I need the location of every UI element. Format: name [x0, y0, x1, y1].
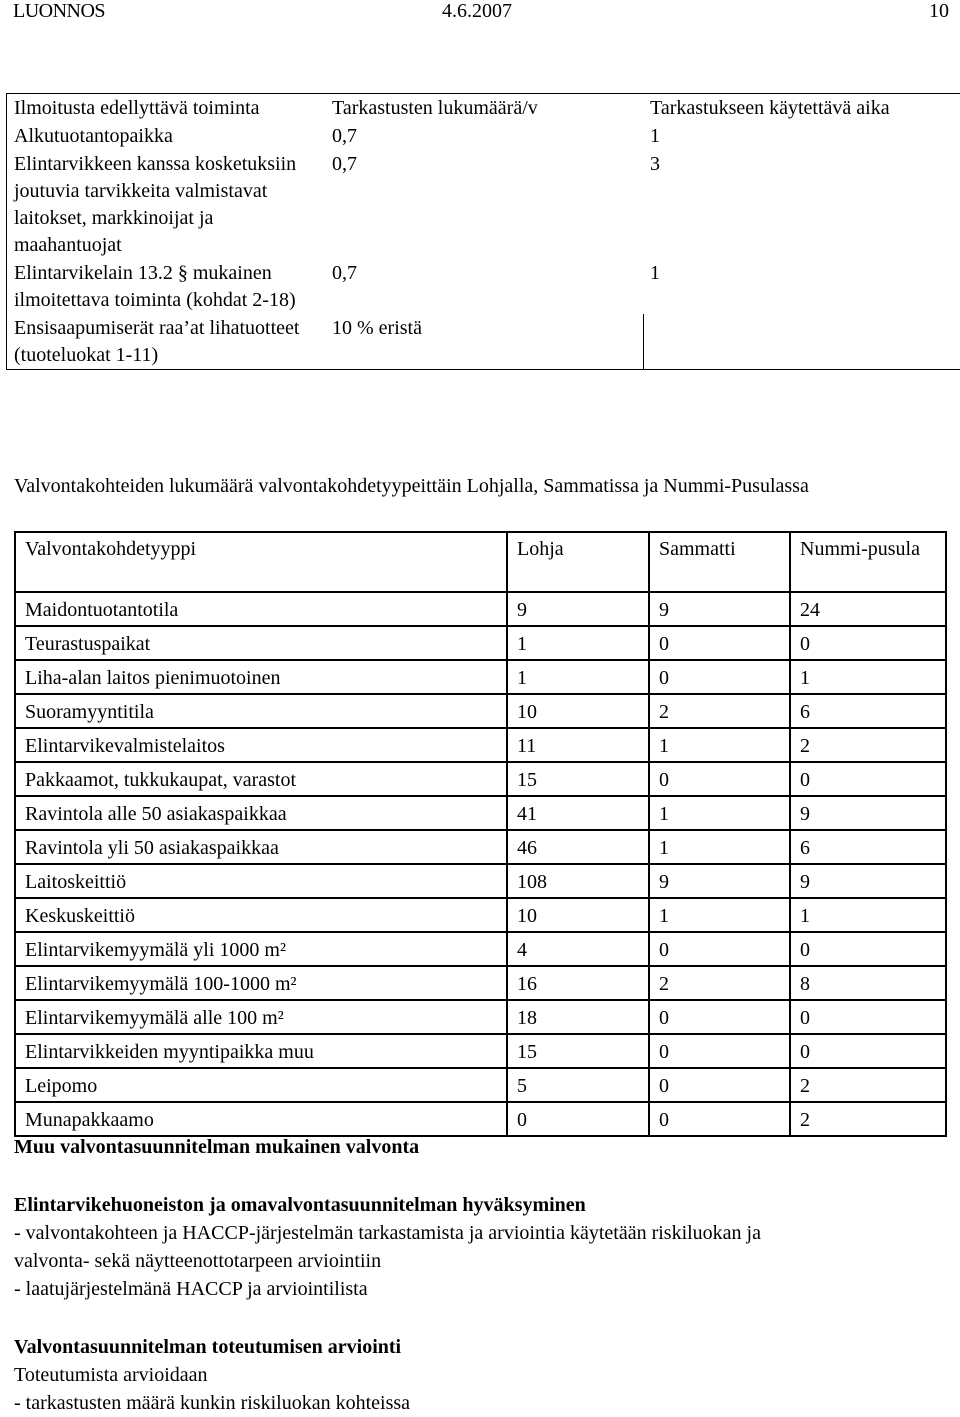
table-row	[15, 1068, 946, 1102]
activity-cell: Alkutuotantopaikka	[7, 122, 326, 150]
table-row	[15, 762, 946, 796]
sammatti-count-cell: 0	[649, 1000, 790, 1034]
column-header: Tarkastukseen käytettävä aika	[643, 94, 960, 123]
count-cell: 0,7	[325, 122, 643, 150]
sammatti-count-cell: 0	[649, 660, 790, 694]
table-row	[7, 122, 960, 150]
evaluation-text-line: Toteutumista arvioidaan	[14, 1361, 208, 1389]
page-header	[0, 0, 960, 24]
nummi-pusula-count-cell: 8	[790, 966, 946, 1000]
approval-text-line: valvonta- sekä näytteenottotarpeen arviointiin	[14, 1247, 381, 1275]
sammatti-count-cell: 9	[649, 592, 790, 626]
facility-type-cell: Elintarvikemyymälä yli 1000 m²	[15, 932, 507, 966]
table-row	[15, 626, 946, 660]
lohja-count-cell: 1	[507, 660, 649, 694]
table-row	[7, 314, 960, 370]
lohja-count-cell: 16	[507, 966, 649, 1000]
lohja-count-cell: 9	[507, 592, 649, 626]
table-row	[15, 1000, 946, 1034]
column-header: Tarkastusten lukumäärä/v	[325, 94, 643, 123]
nummi-pusula-count-cell: 1	[790, 660, 946, 694]
facility-type-cell: Ravintola alle 50 asiakaspaikkaa	[15, 796, 507, 830]
facility-type-cell: Teurastuspaikat	[15, 626, 507, 660]
lohja-count-cell: 4	[507, 932, 649, 966]
document-date: 4.6.2007	[442, 0, 512, 22]
sammatti-count-cell: 0	[649, 626, 790, 660]
sammatti-count-cell: 1	[649, 898, 790, 932]
nummi-pusula-count-cell: 1	[790, 898, 946, 932]
facility-table-body	[15, 532, 946, 1136]
draft-label: LUONNOS	[13, 0, 105, 22]
lohja-count-cell: 108	[507, 864, 649, 898]
activity-cell: Elintarvikelain 13.2 § mukainen ilmoitettava toiminta (kohdat 2-18)	[7, 259, 326, 314]
lohja-count-cell: 46	[507, 830, 649, 864]
table-row	[15, 1034, 946, 1068]
lohja-count-cell: 18	[507, 1000, 649, 1034]
section-title-other-control: Muu valvontasuunnitelman mukainen valvonta	[14, 1133, 419, 1161]
section-title-approval: Elintarvikehuoneiston ja omavalvontasuunnitelman hyväksyminen	[14, 1191, 586, 1219]
table-header-row	[7, 94, 960, 123]
time-cell: 1	[643, 122, 960, 150]
lohja-count-cell: 15	[507, 762, 649, 796]
sammatti-count-cell: 0	[649, 1102, 790, 1136]
column-header: Lohja	[507, 532, 649, 592]
nummi-pusula-count-cell: 9	[790, 864, 946, 898]
facility-type-cell: Leipomo	[15, 1068, 507, 1102]
lohja-count-cell: 15	[507, 1034, 649, 1068]
nummi-pusula-count-cell: 24	[790, 592, 946, 626]
table-row	[7, 150, 960, 259]
section-title-evaluation: Valvontasuunnitelman toteutumisen arviointi	[14, 1333, 401, 1361]
table-header-row	[15, 532, 946, 592]
nummi-pusula-count-cell: 6	[790, 694, 946, 728]
lohja-count-cell: 0	[507, 1102, 649, 1136]
sammatti-count-cell: 0	[649, 932, 790, 966]
table-row	[15, 932, 946, 966]
facility-type-cell: Liha-alan laitos pienimuotoinen	[15, 660, 507, 694]
facility-count-table	[14, 531, 947, 1137]
nummi-pusula-count-cell: 0	[790, 1034, 946, 1068]
lohja-count-cell: 41	[507, 796, 649, 830]
table-row	[15, 830, 946, 864]
table-row	[15, 864, 946, 898]
column-header: Nummi-pusula	[790, 532, 946, 592]
count-cell: 0,7	[325, 259, 643, 314]
facility-type-cell: Ravintola yli 50 asiakaspaikkaa	[15, 830, 507, 864]
sammatti-count-cell: 2	[649, 966, 790, 1000]
nummi-pusula-count-cell: 2	[790, 1068, 946, 1102]
column-header: Ilmoitusta edellyttävä toiminta	[7, 94, 326, 123]
activity-cell: Ensisaapumiserät raa’at lihatuotteet (tuoteluokat 1-11)	[7, 314, 326, 370]
facility-type-cell: Laitoskeittiö	[15, 864, 507, 898]
facility-type-cell: Pakkaamot, tukkukaupat, varastot	[15, 762, 507, 796]
nummi-pusula-count-cell: 0	[790, 932, 946, 966]
inspection-frequency-table	[6, 93, 960, 370]
facility-type-cell: Maidontuotantotila	[15, 592, 507, 626]
sammatti-count-cell: 2	[649, 694, 790, 728]
lohja-count-cell: 11	[507, 728, 649, 762]
facility-type-cell: Keskuskeittiö	[15, 898, 507, 932]
nummi-pusula-count-cell: 2	[790, 728, 946, 762]
facility-type-cell: Elintarvikemyymälä alle 100 m²	[15, 1000, 507, 1034]
table-row	[7, 259, 960, 314]
evaluation-text-line: - tarkastusten määrä kunkin riskiluokan kohteissa	[14, 1389, 410, 1417]
nummi-pusula-count-cell: 9	[790, 796, 946, 830]
nummi-pusula-count-cell: 0	[790, 626, 946, 660]
lohja-count-cell: 5	[507, 1068, 649, 1102]
table-row	[15, 966, 946, 1000]
table-row	[15, 660, 946, 694]
time-cell: 3	[643, 150, 960, 259]
nummi-pusula-count-cell: 6	[790, 830, 946, 864]
nummi-pusula-count-cell: 2	[790, 1102, 946, 1136]
sammatti-count-cell: 0	[649, 1034, 790, 1068]
sammatti-count-cell: 9	[649, 864, 790, 898]
nummi-pusula-count-cell: 0	[790, 762, 946, 796]
table-row	[15, 898, 946, 932]
sammatti-count-cell: 0	[649, 762, 790, 796]
approval-text-line: - laatujärjestelmänä HACCP ja arviointilista	[14, 1275, 368, 1303]
sammatti-count-cell: 1	[649, 728, 790, 762]
approval-text-line: - valvontakohteen ja HACCP-järjestelmän tarkastamista ja arviointia käytetään riskiluokan ja	[14, 1219, 761, 1247]
lohja-count-cell: 10	[507, 694, 649, 728]
time-cell: 1	[643, 259, 960, 314]
nummi-pusula-count-cell: 0	[790, 1000, 946, 1034]
table-row	[15, 592, 946, 626]
count-cell: 0,7	[325, 150, 643, 259]
activity-cell: Elintarvikkeen kanssa kosketuksiin joutuvia tarvikkeita valmistavat laitokset, markkinoijat ja maahantuojat	[7, 150, 326, 259]
facility-type-cell: Munapakkaamo	[15, 1102, 507, 1136]
column-header: Sammatti	[649, 532, 790, 592]
table-row	[15, 796, 946, 830]
sammatti-count-cell: 1	[649, 830, 790, 864]
table-row	[15, 728, 946, 762]
sammatti-count-cell: 0	[649, 1068, 790, 1102]
table-row	[15, 1102, 946, 1136]
page-number: 10	[929, 0, 949, 22]
table-row	[15, 694, 946, 728]
facility-type-cell: Elintarvikkeiden myyntipaikka muu	[15, 1034, 507, 1068]
lohja-count-cell: 1	[507, 626, 649, 660]
time-cell	[643, 314, 960, 370]
table-caption: Valvontakohteiden lukumäärä valvontakohdetyypeittäin Lohjalla, Sammatissa ja Nummi-Pusulassa	[14, 473, 809, 500]
facility-type-cell: Suoramyyntitila	[15, 694, 507, 728]
column-header: Valvontakohdetyyppi	[15, 532, 507, 592]
lohja-count-cell: 10	[507, 898, 649, 932]
facility-type-cell: Elintarvikemyymälä 100-1000 m²	[15, 966, 507, 1000]
sammatti-count-cell: 1	[649, 796, 790, 830]
facility-type-cell: Elintarvikevalmistelaitos	[15, 728, 507, 762]
count-cell: 10 % eristä	[325, 314, 643, 370]
